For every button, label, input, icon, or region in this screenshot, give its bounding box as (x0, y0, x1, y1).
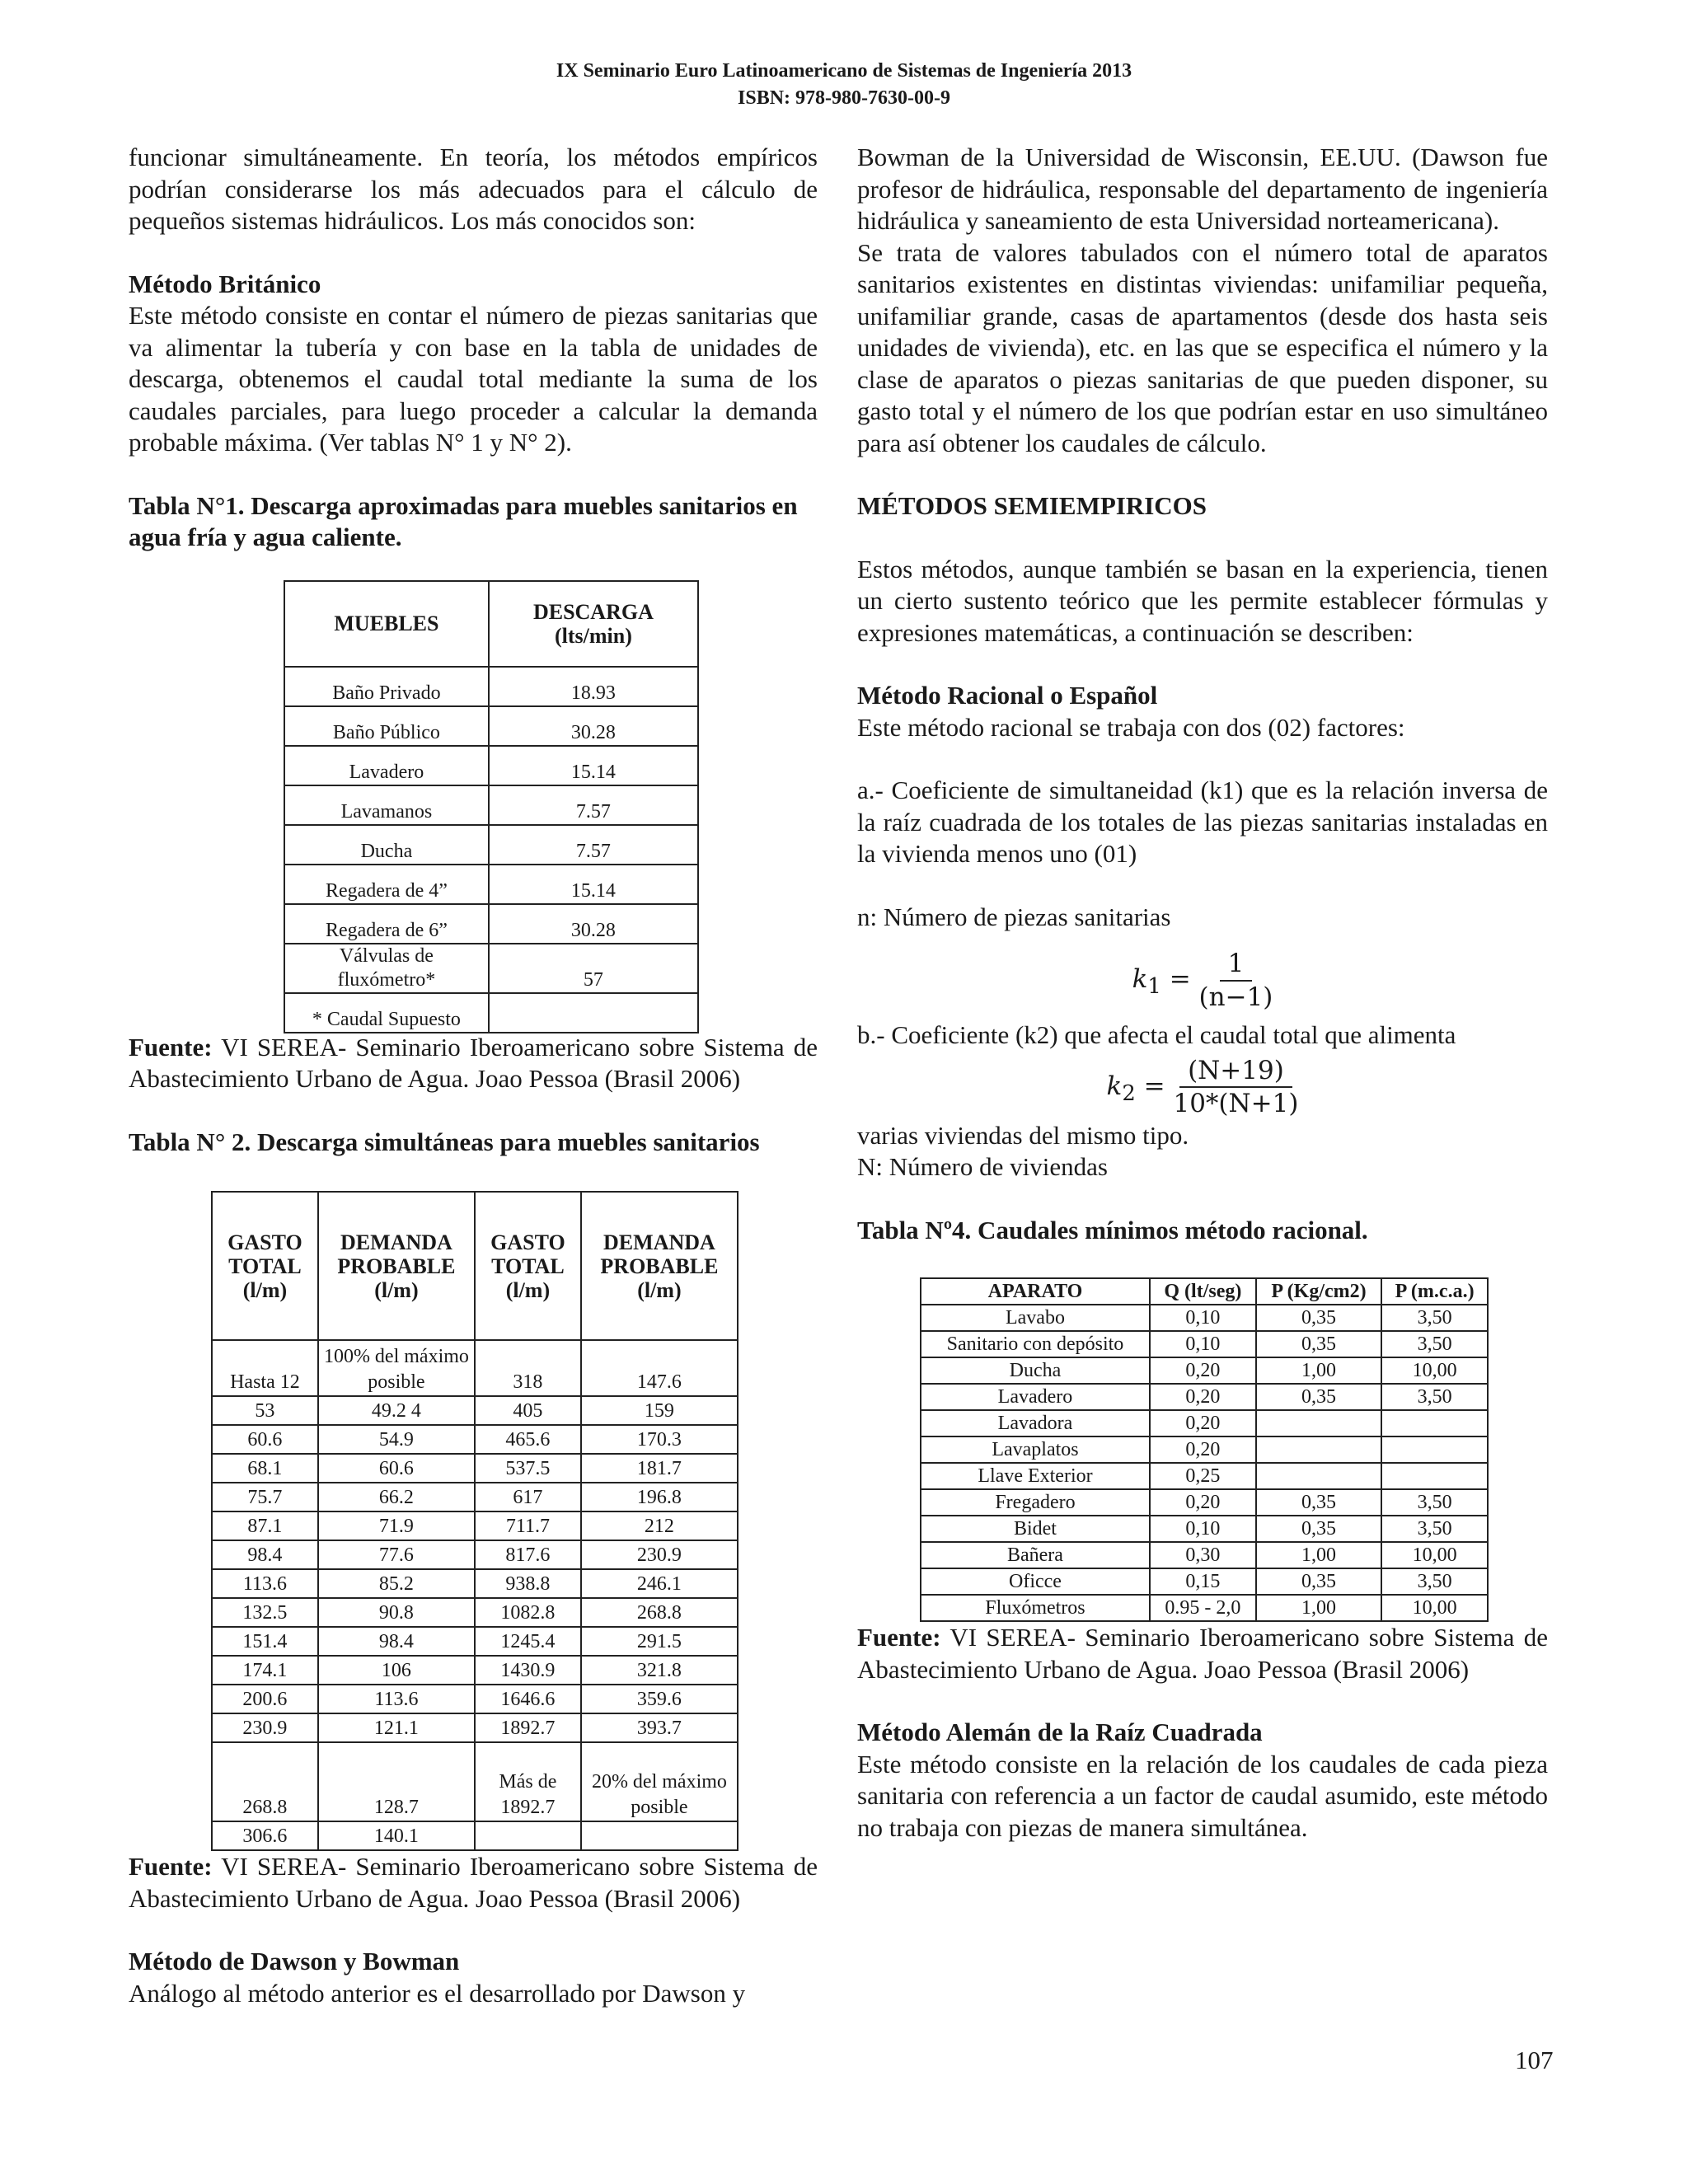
table-cell: 140.1 (318, 1821, 475, 1850)
page-number: 107 (1515, 2046, 1554, 2074)
table-row (284, 865, 698, 904)
table-cell: 66.2 (318, 1483, 475, 1511)
table-cell: 359.6 (581, 1685, 738, 1713)
table-cell: 49.2 4 (318, 1396, 475, 1425)
table-row (921, 1331, 1488, 1357)
table-cell: Baño Público (284, 706, 489, 746)
table-cell: Sanitario con depósito (921, 1331, 1150, 1357)
dawson-heading: Método de Dawson y Bowman (129, 1947, 460, 1975)
table-cell: 170.3 (581, 1425, 738, 1454)
table-row (212, 1483, 738, 1511)
k2-denominator: 10*(N+1) (1173, 1089, 1299, 1118)
table-cell (1256, 1463, 1381, 1489)
table-cell: 306.6 (212, 1821, 318, 1850)
conference-title: IX Seminario Euro Latinoamericano de Sistemas de Ingeniería 2013 (556, 60, 1132, 82)
table-cell: 60.6 (212, 1425, 318, 1454)
table-cell: Ducha (284, 825, 489, 865)
table-cell: 1082.8 (475, 1598, 581, 1627)
fuente-text: VI SEREA- Seminario Iberoamericano sobre Sistema de Abastecimiento Urbano de Agua. Joao Pessoa (Brasil 2006) (857, 1623, 1548, 1684)
table-row (212, 1742, 738, 1821)
table-cell: 15.14 (489, 746, 698, 785)
table-row (284, 746, 698, 785)
k1-denominator: (n−1) (1198, 982, 1273, 1012)
table-cell: Baño Privado (284, 667, 489, 706)
k2-numerator: (N+19) (1179, 1055, 1292, 1089)
table-cell: 0,35 (1256, 1384, 1381, 1410)
table-cell: 20% del máximo posible (581, 1742, 738, 1821)
britanico-heading: Método Británico (129, 269, 321, 298)
table-cell: 200.6 (212, 1685, 318, 1713)
coef-a-paragraph: a.- Coeficiente de simultaneidad (k1) que es la relación inversa de la raíz cuadrada de los totales de las piezas sanitarias instaladas en la vivienda menos uno (01) (857, 776, 1548, 868)
table-cell: 7.57 (489, 825, 698, 865)
table-row (212, 1627, 738, 1656)
table-row (212, 1511, 738, 1540)
table-cell: 230.9 (212, 1713, 318, 1742)
table-cell: 3,50 (1381, 1489, 1488, 1516)
table-cell: 268.8 (581, 1598, 738, 1627)
table-cell: 181.7 (581, 1454, 738, 1483)
table-cell: Bañera (921, 1542, 1150, 1568)
table-cell: 0,20 (1150, 1357, 1256, 1384)
N-definition: N: Número de viviendas (857, 1152, 1108, 1181)
tabla4-header: P (m.c.a.) (1381, 1278, 1488, 1305)
table-cell: 405 (475, 1396, 581, 1425)
table-row (921, 1463, 1488, 1489)
table-cell (475, 1821, 581, 1850)
k2-formula: $k_2$ = $\frac{(N+19)}{10*(N+1)}$ (1106, 1055, 1299, 1118)
table-cell: Fluxómetros (921, 1595, 1150, 1621)
table-cell (1256, 1410, 1381, 1436)
table-cell: 0,20 (1150, 1489, 1256, 1516)
table-row (921, 1384, 1488, 1410)
aleman-paragraph: Este método consiste en la relación de los caudales de cada pieza sanitaria con referencia a un factor de caudal asumido, este método no trabaja con piezas de manera simultánea. (857, 1749, 1548, 1842)
table-cell: 0.95 - 2,0 (1150, 1595, 1256, 1621)
table-cell: 10,00 (1381, 1595, 1488, 1621)
tabla2-caption: Tabla N° 2. Descarga simultáneas para muebles sanitarios (129, 1127, 760, 1156)
aleman-heading: Método Alemán de la Raíz Cuadrada (857, 1718, 1263, 1746)
tabla4-header: Q (lt/seg) (1150, 1278, 1256, 1305)
table-row (212, 1569, 738, 1598)
table-cell: 3,50 (1381, 1384, 1488, 1410)
coef-b-paragraph: b.- Coeficiente (k2) que afecta el caudal total que alimenta (857, 1020, 1456, 1049)
tabla1-header: MUEBLES (284, 581, 489, 667)
table-cell: 30.28 (489, 706, 698, 746)
table-cell: 75.7 (212, 1483, 318, 1511)
table-cell: 60.6 (318, 1454, 475, 1483)
table-cell: 0,10 (1150, 1516, 1256, 1542)
table-cell: Lavadero (921, 1384, 1150, 1410)
table-cell: 121.1 (318, 1713, 475, 1742)
table-cell: 85.2 (318, 1569, 475, 1598)
table-row (921, 1542, 1488, 1568)
fuente-text: VI SEREA- Seminario Iberoamericano sobre Sistema de Abastecimiento Urbano de Agua. Joao Pessoa (Brasil 2006) (129, 1032, 818, 1093)
dawson-continued: Bowman de la Universidad de Wisconsin, EE.UU. (Dawson fue profesor de hidráulica, responsable del departamento de ingeniería hidráulica y saneamiento de esta Universidad norteamericana). (857, 143, 1548, 235)
table-cell: 113.6 (212, 1569, 318, 1598)
tabla2-header: DEMANDA PROBABLE (l/m) (318, 1192, 475, 1340)
table-row (921, 1436, 1488, 1463)
table-cell: 77.6 (318, 1540, 475, 1569)
table-cell (581, 1821, 738, 1850)
table-cell: 98.4 (212, 1540, 318, 1569)
table-row (284, 944, 698, 993)
table-cell: 196.8 (581, 1483, 738, 1511)
table-row (921, 1568, 1488, 1595)
table-cell: 0,35 (1256, 1331, 1381, 1357)
fuente-text: VI SEREA- Seminario Iberoamericano sobre Sistema de Abastecimiento Urbano de Agua. Joao Pessoa (Brasil 2006) (129, 1852, 818, 1913)
table-cell: 3,50 (1381, 1568, 1488, 1595)
table-cell: 128.7 (318, 1742, 475, 1821)
table-row (212, 1598, 738, 1627)
right-column (857, 142, 1548, 1844)
table-row (284, 706, 698, 746)
fuente-label: Fuente: (857, 1623, 941, 1652)
table-cell (1256, 1436, 1381, 1463)
tabla2-header: GASTO TOTAL (l/m) (475, 1192, 581, 1340)
table-cell: 393.7 (581, 1713, 738, 1742)
table-cell: 0,10 (1150, 1331, 1256, 1357)
table-cell: 147.6 (581, 1340, 738, 1396)
tabla2-header: GASTO TOTAL (l/m) (212, 1192, 318, 1340)
table-cell: 465.6 (475, 1425, 581, 1454)
table-cell: 537.5 (475, 1454, 581, 1483)
table-cell: Hasta 12 (212, 1340, 318, 1396)
table-cell: 54.9 (318, 1425, 475, 1454)
table-row (212, 1821, 738, 1850)
table-cell: Lavabo (921, 1305, 1150, 1331)
page-header (0, 58, 1688, 112)
tabla2 (211, 1191, 738, 1851)
tabla1-caption: Tabla N°1. Descarga aproximadas para muebles sanitarios en agua fría y agua caliente. (129, 490, 798, 551)
table-cell: 3,50 (1381, 1516, 1488, 1542)
table-cell: 15.14 (489, 865, 698, 904)
table-cell: Regadera de 4” (284, 865, 489, 904)
table-row (921, 1410, 1488, 1436)
table-row (921, 1305, 1488, 1331)
tabla1-header: DESCARGA (lts/min) (489, 581, 698, 667)
k1-formula: $k_1$ = $\frac{1}{(n-1)}$ (1132, 949, 1273, 1012)
table-cell: Ducha (921, 1357, 1150, 1384)
table-cell: 0,20 (1150, 1384, 1256, 1410)
semiempiricos-heading: MÉTODOS SEMIEMPIRICOS (857, 491, 1207, 520)
fuente-1 (129, 1032, 818, 1095)
table-cell: 18.93 (489, 667, 698, 706)
table-note: * Caudal Supuesto (284, 993, 489, 1033)
table-cell: 87.1 (212, 1511, 318, 1540)
table-cell: 318 (475, 1340, 581, 1396)
table-row (212, 1396, 738, 1425)
table-cell: Lavamanos (284, 785, 489, 825)
britanico-paragraph: Este método consiste en contar el número de piezas sanitarias que va alimentar la tubería y con base en la tabla de unidades de descarga, obtenemos el caudal total mediante la suma de los caudales parciales, para luego proceder a calcular la demanda probable máxima. (Ver tablas N° 1 y N° 2). (129, 301, 818, 457)
table-cell: Lavaplatos (921, 1436, 1150, 1463)
table-cell: 0,35 (1256, 1568, 1381, 1595)
table-cell: 1430.9 (475, 1656, 581, 1685)
table-cell: Más de 1892.7 (475, 1742, 581, 1821)
table-cell: 711.7 (475, 1511, 581, 1540)
table-row (921, 1595, 1488, 1621)
table-cell: 90.8 (318, 1598, 475, 1627)
table-row (921, 1489, 1488, 1516)
table-cell: 100% del máximo posible (318, 1340, 475, 1396)
n-definition: n: Número de piezas sanitarias (857, 902, 1171, 931)
fuente-3 (857, 1622, 1548, 1685)
table-row (212, 1340, 738, 1396)
table-cell: 291.5 (581, 1627, 738, 1656)
table-cell: 132.5 (212, 1598, 318, 1627)
k1-numerator: 1 (1220, 948, 1253, 982)
table-cell: Lavadero (284, 746, 489, 785)
table-row (284, 785, 698, 825)
table-cell (1381, 1463, 1488, 1489)
table-cell: 106 (318, 1656, 475, 1685)
tabla4-header: P (Kg/cm2) (1256, 1278, 1381, 1305)
table-cell: 0,25 (1150, 1463, 1256, 1489)
table-cell: 938.8 (475, 1569, 581, 1598)
table-cell: Válvulas de fluxómetro* (284, 944, 489, 993)
fuente-label: Fuente: (129, 1032, 213, 1062)
table-cell: 0,15 (1150, 1568, 1256, 1595)
table-cell: 1245.4 (475, 1627, 581, 1656)
table-cell: 246.1 (581, 1569, 738, 1598)
table-cell: 817.6 (475, 1540, 581, 1569)
table-cell: 0,35 (1256, 1305, 1381, 1331)
table-cell (489, 993, 698, 1033)
isbn: ISBN: 978-980-7630-00-9 (738, 87, 950, 109)
table-cell: 68.1 (212, 1454, 318, 1483)
left-column (129, 142, 818, 2009)
semiempiricos-paragraph: Estos métodos, aunque también se basan en la experiencia, tienen un cierto sustento teórico que les permite establecer fórmulas y expresiones matemáticas, a continuación se describen: (857, 554, 1548, 647)
table-cell: Fregadero (921, 1489, 1150, 1516)
table-cell: 1892.7 (475, 1713, 581, 1742)
table-cell: 0,20 (1150, 1410, 1256, 1436)
table-cell: Lavadora (921, 1410, 1150, 1436)
table-cell: 3,50 (1381, 1331, 1488, 1357)
table-cell: 0,10 (1150, 1305, 1256, 1331)
table-row (212, 1540, 738, 1569)
table-cell: 174.1 (212, 1656, 318, 1685)
table-cell: 71.9 (318, 1511, 475, 1540)
table-cell: Regadera de 6” (284, 904, 489, 944)
dawson-paragraph: Análogo al método anterior es el desarrollado por Dawson y (129, 1978, 746, 2008)
table-cell: 321.8 (581, 1656, 738, 1685)
table-row (284, 904, 698, 944)
table-cell: 1,00 (1256, 1595, 1381, 1621)
table-row (284, 667, 698, 706)
table-cell: 10,00 (1381, 1357, 1488, 1384)
table-cell: 159 (581, 1396, 738, 1425)
varias-viviendas: varias viviendas del mismo tipo. (857, 1120, 1189, 1150)
fuente-2 (129, 1851, 818, 1915)
table-row (284, 825, 698, 865)
table-cell: 230.9 (581, 1540, 738, 1569)
table-cell: 0,30 (1150, 1542, 1256, 1568)
table-cell: Oficce (921, 1568, 1150, 1595)
table-cell: 617 (475, 1483, 581, 1511)
table-cell: 1,00 (1256, 1357, 1381, 1384)
table-cell: 7.57 (489, 785, 698, 825)
table-cell: 268.8 (212, 1742, 318, 1821)
table-row (284, 993, 698, 1033)
table-cell: 57 (489, 944, 698, 993)
table-cell: Llave Exterior (921, 1463, 1150, 1489)
tabla2-header: DEMANDA PROBABLE (l/m) (581, 1192, 738, 1340)
table-cell: 0,20 (1150, 1436, 1256, 1463)
table-cell: 98.4 (318, 1627, 475, 1656)
table-cell: 151.4 (212, 1627, 318, 1656)
table-cell (1381, 1410, 1488, 1436)
table-cell: Bidet (921, 1516, 1150, 1542)
tabla1 (284, 580, 699, 1033)
dawson-continued-2: Se trata de valores tabulados con el número total de aparatos sanitarios existentes en distintas viviendas: unifamiliar pequeña, unifamiliar grande, casas de apartamentos (desde dos hasta seis unidades de vivienda), etc. en las que se especifica el número y la clase de aparatos o piezas sanitarias de que pueden disponer, su gasto total y el número de los que podrían estar en uso simultáneo para así obtener los caudales de cálculo. (857, 237, 1548, 457)
table-cell: 1646.6 (475, 1685, 581, 1713)
table-row (212, 1685, 738, 1713)
table-row (212, 1656, 738, 1685)
fuente-label: Fuente: (129, 1852, 213, 1881)
table-cell: 1,00 (1256, 1542, 1381, 1568)
racional-heading: Método Racional o Español (857, 681, 1158, 710)
table-cell: 30.28 (489, 904, 698, 944)
table-cell: 10,00 (1381, 1542, 1488, 1568)
intro-paragraph: funcionar simultáneamente. En teoría, los métodos empíricos podrían considerarse los más adecuados para el cálculo de pequeños sistemas hidráulicos. Los más conocidos son: (129, 143, 818, 235)
table-row (212, 1454, 738, 1483)
tabla4-header: APARATO (921, 1278, 1150, 1305)
table-cell: 113.6 (318, 1685, 475, 1713)
table-row (212, 1425, 738, 1454)
table-cell: 212 (581, 1511, 738, 1540)
table-cell: 3,50 (1381, 1305, 1488, 1331)
tabla4 (920, 1277, 1489, 1622)
table-cell: 0,35 (1256, 1489, 1381, 1516)
table-cell: 53 (212, 1396, 318, 1425)
table-row (212, 1713, 738, 1742)
table-row (921, 1516, 1488, 1542)
racional-paragraph: Este método racional se trabaja con dos (02) factores: (857, 712, 1405, 742)
table-row (921, 1357, 1488, 1384)
table-cell: 0,35 (1256, 1516, 1381, 1542)
tabla4-caption: Tabla Nº4. Caudales mínimos método racional. (857, 1215, 1368, 1244)
table-cell (1381, 1436, 1488, 1463)
